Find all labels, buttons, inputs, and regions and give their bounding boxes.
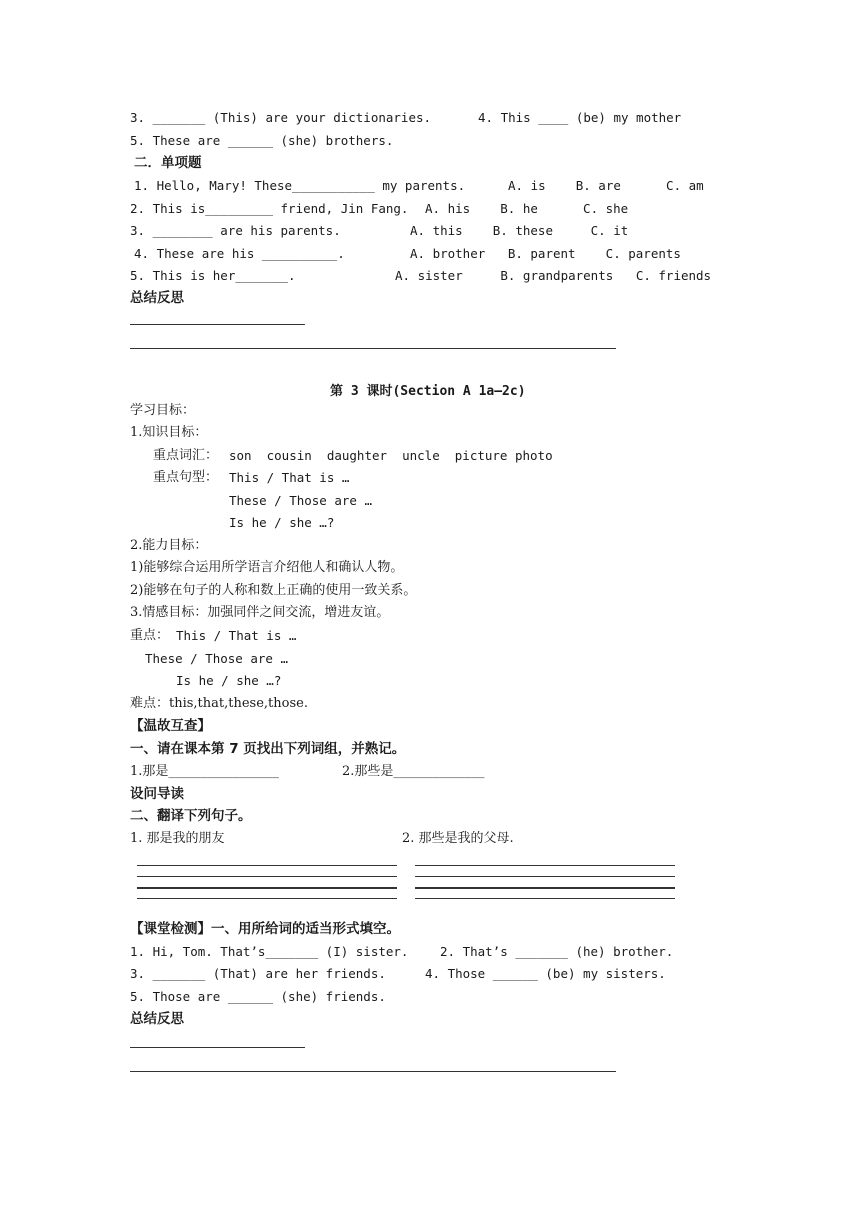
key-label: 重点： [130, 628, 170, 643]
knowledge-label: 1.知识目标： [130, 425, 208, 440]
question-options: A. sister B. grandparents C. friends [395, 268, 712, 283]
exercise-line: 5. These are ______ (she) brothers. [130, 133, 394, 148]
ability-item: 1)能够综合运用所学语言介绍他人和确认人物。 [130, 560, 404, 575]
task-heading: 一、请在课本第 7 页找出下列词组，并熟记。 [130, 741, 406, 757]
answer-line [415, 876, 675, 877]
key-point: This / That is … [176, 628, 297, 643]
sentence-pattern: Is he / she …? [229, 515, 335, 530]
goals-label: 学习目标： [130, 403, 196, 418]
question: 2. This is_________ friend, Jin Fang. [130, 201, 409, 216]
answer-line [137, 887, 397, 889]
task-heading: 二、翻译下列句子。 [130, 808, 252, 824]
emotion-goal: 3.情感目标：加强同伴之间交流，增进友谊。 [130, 605, 390, 620]
exercise-line: 3. _______ (That) are her friends. [130, 966, 386, 981]
answer-line [415, 887, 675, 889]
exercise-line: 4. This ____ (be) my mother [478, 110, 682, 125]
vocab-list: son cousin daughter uncle picture photo [229, 448, 553, 463]
ability-label: 2.能力目标： [130, 538, 208, 553]
vocab-label: 重点词汇： [153, 448, 219, 463]
exercise-line: 5. Those are ______ (she) friends. [130, 989, 386, 1004]
section-heading: 设问导读 [130, 786, 184, 802]
question: 1. Hello, Mary! These___________ my parents. [134, 178, 466, 193]
exercise-line: 4. Those ______ (be) my sisters. [425, 966, 666, 981]
sentence-pattern: This / That is … [229, 470, 350, 485]
answer-line [137, 898, 397, 899]
answer-line [130, 324, 305, 325]
question: 4. These are his __________. [134, 246, 345, 261]
question-options: A. brother B. parent C. parents [410, 246, 681, 261]
key-point: These / Those are … [145, 651, 288, 666]
difficulty: 难点：this,that,these,those. [130, 696, 308, 711]
answer-line [137, 876, 397, 877]
answer-line [130, 348, 616, 349]
question-options: A. is B. are C. am [508, 178, 704, 193]
answer-line [415, 898, 675, 899]
sentence-label: 重点句型： [153, 470, 219, 485]
exercise-line: 3. _______ (This) are your dictionaries. [130, 110, 432, 125]
question-options: A. this B. these C. it [410, 223, 629, 238]
sentence-pattern: These / Those are … [229, 493, 372, 508]
section-heading: 二．单项题 [134, 155, 202, 171]
translate-item: 2. 那些是我的父母. [402, 831, 514, 846]
section-heading: 【温故互查】 [130, 718, 211, 734]
question: 3. ________ are his parents. [130, 223, 341, 238]
answer-line [130, 1047, 305, 1048]
phrase-blank: 1.那是_________________ [130, 764, 279, 779]
key-point: Is he / she …? [176, 673, 282, 688]
translate-item: 1. 那是我的朋友 [130, 831, 225, 846]
section-heading: 总结反思 [130, 290, 184, 306]
answer-line [137, 865, 397, 866]
ability-item: 2)能够在句子的人称和数上正确的使用一致关系。 [130, 583, 417, 598]
question: 5. This is her_______. [130, 268, 296, 283]
lesson-title: 第 3 课时(Section A 1a—2c) [330, 384, 526, 399]
section-heading: 总结反思 [130, 1011, 184, 1027]
question-options: A. his B. he C. she [425, 201, 629, 216]
exercise-line: 1. Hi, Tom. That’s_______ (I) sister. [130, 944, 409, 959]
exercise-line: 2. That’s _______ (he) brother. [440, 944, 674, 959]
answer-line [415, 865, 675, 866]
answer-line [130, 1071, 616, 1072]
phrase-blank: 2.那些是______________ [342, 764, 485, 779]
section-heading: 【课堂检测】一、用所给词的适当形式填空。 [130, 921, 400, 937]
